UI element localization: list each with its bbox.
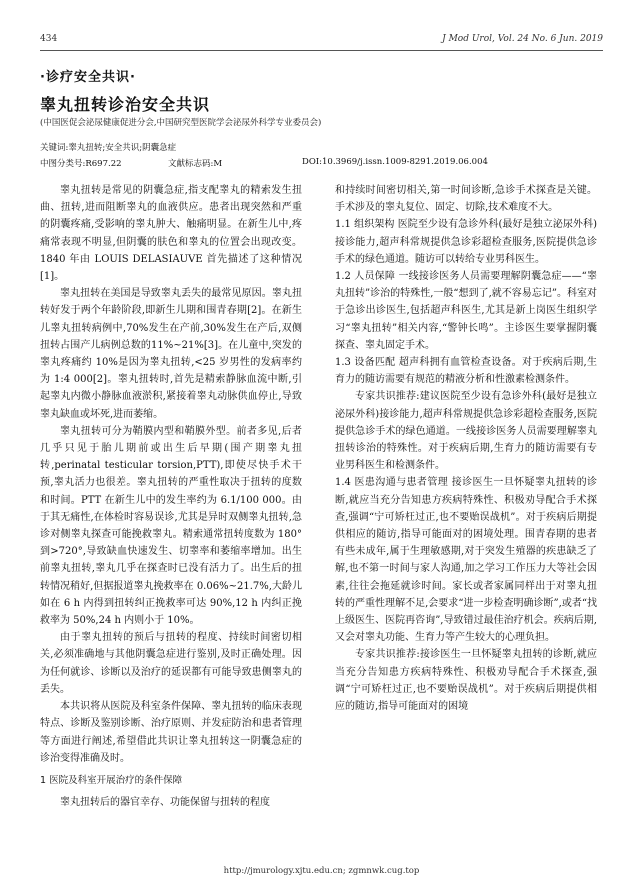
paragraph: 睾丸扭转后的器官幸存、功能保留与扭转的程度	[60, 797, 270, 809]
paragraph: 1.4 医患沟通与患者管理 接诊医生一旦怀疑睾丸扭转的诊断,就应当充分告知患方疾病特殊性、积极劝导配合手术探查,强调“宁可矫枉过正,也不要贻误战机”。对于疾病后期提供相应的随访,指导可能面对的困境处理。围青春期的患者有些未成年,属于生理敏感期,对于突发生殖器的疾患缺乏了解,也不第一时间与家人沟通,加之学习工作压力大等社会因素,往往会拖延就诊时间。家长或者家属同样出于对睾丸扭转的严重性理解不足,会要求“进一步检查明确诊断”,或者“找上级医生、医院再咨询”,导致错过最佳治疗机会。疾病后期,又会对睾丸功能、生育力等产生较大的心理负担。	[335, 477, 597, 644]
paragraph: 和持续时间密切相关,第一时间诊断,急诊手术探查是关键。手术涉及的睾丸复位、固定、切除,技术难度不大。	[335, 185, 597, 214]
header-rule	[40, 50, 603, 51]
section-heading: 1 医院及科室开展治疗的条件保障	[40, 774, 183, 786]
document-code: 文献标志码:M	[168, 159, 223, 169]
authors: (中国医促会泌尿健康促进分会,中国研究型医院学会泌尿外科学专业委员会)	[40, 118, 322, 128]
paragraph: 专家共识推荐:接诊医生一旦怀疑睾丸扭转的诊断,就应当充分告知患方疾病特殊性、积极劝导配合手术探查,强调“宁可矫枉过正,也不要贻误战机”。对于疾病后期提供相应的随访,指导可能面对的困境	[335, 649, 597, 713]
article-title: 睾丸扭转诊治安全共识	[40, 95, 211, 114]
page-number: 434	[40, 34, 58, 44]
paragraph: 睾丸扭转在美国是导致睾丸丢失的最常见原因。睾丸扭转好发于两个年龄阶段,即新生儿期和围青春期[2]。在新生儿睾丸扭转病例中,70%发生在产前,30%发生在产后,双侧扭转占围产儿病例总数的11%~21%[3]。在儿童中,突发的睾丸疼痛约 10%是因为睾丸扭转,<25 岁男性的发病率约为 1:4 000[2]。睾丸扭转时,首先是精索静脉血流中断,引起睾丸内微小静脉血液淤积,紧接着睾丸动脉供血停止,导致睾丸缺血或坏死,进而萎缩。	[40, 288, 302, 420]
left-column	[40, 182, 302, 811]
doi: DOI:10.3969/j.issn.1009-8291.2019.06.004	[302, 157, 488, 167]
paragraph: 1.3 设备匹配 超声科拥有血管检查设备。对于疾病后期,生育力的随访需要有规范的精液分析和性激素检测条件。	[335, 357, 597, 386]
clc-number: 中图分类号:R697.22	[40, 159, 122, 169]
paragraph: 本共识将从医院及科室条件保障、睾丸扭转的临床表现特点、诊断及鉴别诊断、治疗原则、并发症防治和患者管理等方面进行阐述,希望借此共识让睾丸扭转这一阴囊急症的诊治变得准确及时。	[40, 701, 302, 764]
journal-citation: J Mod Urol, Vol. 24 No. 6 Jun. 2019	[442, 34, 603, 44]
keywords: 关键词:睾丸扭转;安全共识;阴囊急症	[40, 143, 177, 153]
paragraph: 由于睾丸扭转的预后与扭转的程度、持续时间密切相关,必须准确地与其他阴囊急症进行鉴别,及时正确处理。因为任何就诊、诊断以及治疗的延误都有可能导致患侧睾丸的丢失。	[40, 632, 302, 695]
paragraph: 睾丸扭转是常见的阴囊急症,指支配睾丸的精索发生扭曲、扭转,进而阻断睾丸的血液供应。患者出现突然和严重的阴囊疼痛,受影响的睾丸肿大、触痛明显。在新生儿中,疼痛常表现不明显,但阴囊的肤色和睾丸的位置会出现改变。1840 年由 LOUIS DELASIAUVE 首先描述了这种情况[1]。	[40, 185, 302, 283]
footer-url: http://jmurology.xjtu.edu.cn; zgmnwk.cug.top	[223, 866, 420, 876]
section-label: ·诊疗安全共识·	[40, 70, 136, 85]
running-header	[40, 34, 603, 48]
right-column	[335, 182, 597, 715]
paragraph: 睾丸扭转可分为鞘膜内型和鞘膜外型。前者多见,后者几乎只见于胎儿期前或出生后早期(围产期睾丸扭转,perinatal testicular torsion,PTT),即使尽快手术干预,睾丸活力也很差。睾丸扭转的严重性取决于扭转的度数和时间。PTT 在新生儿中的发生率约为 6.1/100 000。由于其无痛性,在体检时容易误诊,尤其是异时双侧睾丸扭转,急诊对侧睾丸探查可能挽救睾丸。精索通常扭转度数为 180°到>720°,导致缺血快速发生、切睾率和萎缩率增加。出生前睾丸扭转,睾丸几乎在探查时已没有活力了。出生后的扭转情况稍好,但据报道睾丸挽救率在 0.06%~21.7%,大龄儿如在 6 h 内得到扭转纠正挽救率可达 90%,12 h 内纠正挽救率为 50%,24 h 内则小于 10%。	[40, 425, 302, 627]
paragraph: 1.1 组织架构 医院至少设有急诊外科(最好是独立泌尿外科)接诊能力,超声科常规提供急诊彩超检查服务,医院提供急诊手术的绿色通道。随访可以转给专业男科医生。	[335, 219, 597, 265]
paragraph: 专家共识推荐:建议医院至少设有急诊外科(最好是独立泌尿外科)接诊能力,超声科常规提供急诊彩超检查服务,医院提供急诊手术的绿色通道。一线接诊医务人员需要理解睾丸扭转诊治的特殊性。对于疾病后期,生育力的随访需要有专业男科医生和检测条件。	[335, 391, 597, 472]
paragraph: 1.2 人员保障 一线接诊医务人员需要理解阴囊急症——“睾丸扭转”诊治的特殊性,一般“想到了,就不容易忘记”。科室对于急诊出诊医生,包括超声科医生,尤其是新上岗医生组织学习“睾丸扭转”相关内容,“警钟长鸣”。主诊医生要掌握阴囊探查、睾丸固定手术。	[335, 271, 597, 351]
